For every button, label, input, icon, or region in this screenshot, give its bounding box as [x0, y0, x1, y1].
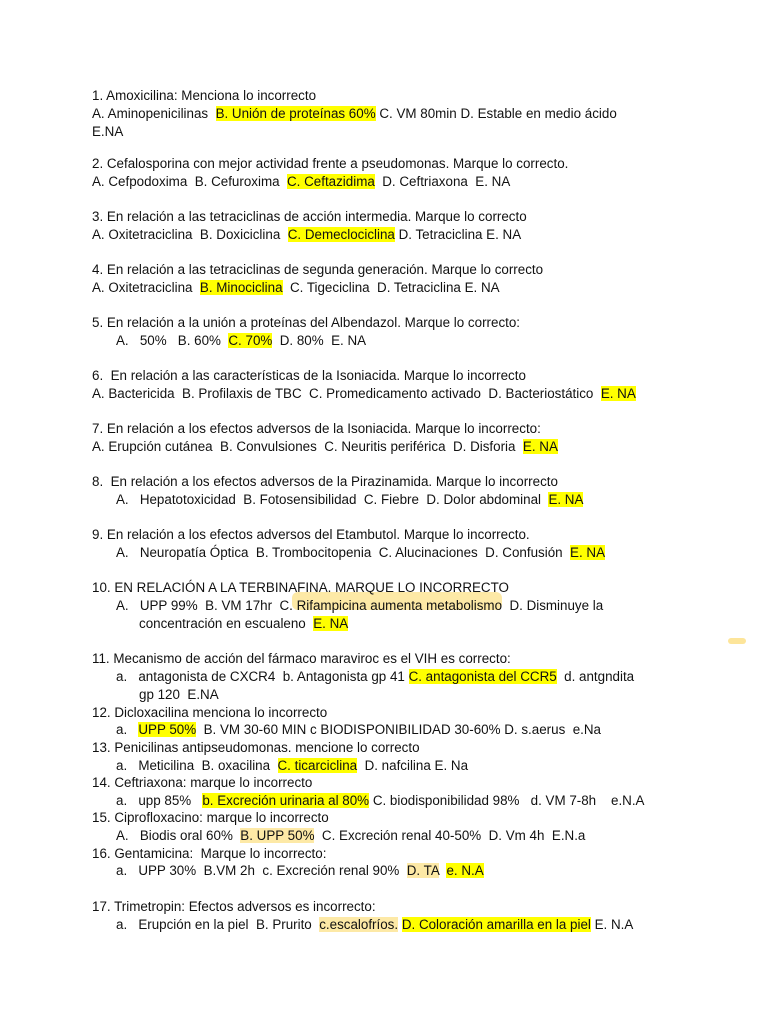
highlighted-answer: C. 70% [228, 333, 273, 348]
highlighted-answer: E. NA [313, 616, 349, 631]
option-text: a. upp 85% [116, 793, 203, 808]
question-16-title: 16. Gentamicina: Marque lo incorrecto: [92, 846, 327, 861]
question-11-options [116, 668, 634, 685]
highlighted-answer: C. Ceftazidima [287, 174, 375, 189]
question-1-title: 1. Amoxicilina: Menciona lo incorrecto [92, 88, 317, 103]
option-text: D. nafcilina E. Na [357, 758, 469, 773]
question-11-title: 11. Mecanismo de acción del fármaco maraviroc es el VIH es correcto: [92, 651, 511, 666]
option-text: A. Erupción cutánea B. Convulsiones C. Neuritis periférica D. Disforia [92, 439, 523, 454]
question-13-title: 13. Penicilinas antipseudomonas. mencione lo correcto [92, 740, 420, 755]
option-text: a. [116, 722, 139, 737]
question-3-title: 3. En relación a las tetraciclinas de acción intermedia. Marque lo correcto [92, 209, 527, 224]
question-16-options [116, 862, 484, 879]
highlighted-answer: C. antagonista del CCR5 [408, 669, 557, 684]
option-text: A. Aminopenicilinas [92, 106, 216, 121]
highlighted-answer: E. NA [522, 439, 558, 454]
question-6-options [92, 385, 636, 402]
question-4-options [92, 279, 500, 296]
highlighted-answer: C. Demeclociclina [287, 227, 395, 242]
option-text: A. Neuropatía Óptica B. Trombocitopenia C. Alucinaciones D. Confusión [116, 545, 571, 560]
question-8-title: 8. En relación a los efectos adversos de la Pirazinamida. Marque lo incorrecto [92, 474, 558, 489]
question-5-title: 5. En relación a la unión a proteínas del Albendazol. Marque lo correcto: [92, 315, 521, 330]
soft-highlighted-answer: D. TA [406, 863, 440, 878]
stray-highlight-mark [728, 638, 746, 644]
question-9-title: 9. En relación a los efectos adversos del Etambutol. Marque lo incorrecto. [92, 527, 530, 542]
option-text: concentración en escualeno [139, 616, 314, 631]
question-6-title: 6. En relación a las características de la Isoniacida. Marque lo incorrecto [92, 368, 526, 383]
question-7-title: 7. En relación a los efectos adversos de la Isoniacida. Marque lo incorrecto: [92, 421, 541, 436]
question-14-options [116, 792, 645, 809]
question-17-title: 17. Trimetropin: Efectos adversos es incorrecto: [92, 899, 376, 914]
option-text: D. 80% E. NA [272, 333, 367, 348]
option-text: D. Tetraciclina E. NA [394, 227, 522, 242]
question-2-options [92, 173, 510, 190]
highlighted-answer: D. Coloración amarilla en la piel [401, 917, 591, 932]
option-text: a. Meticilina B. oxacilina [116, 758, 278, 773]
question-15-options [116, 827, 585, 844]
option-text: B. VM 30-60 MIN c BIODISPONIBILIDAD 30-60% D. s.aerus e.Na [196, 722, 601, 737]
soft-highlighted-answer: B. UPP 50% [240, 828, 315, 843]
option-text: C. biodisponibilidad 98% d. VM 7-8h e.N.A [369, 793, 645, 808]
option-text: a. antagonista de CXCR4 b. Antagonista gp 41 [116, 669, 409, 684]
option-text: E. N.A [590, 917, 634, 932]
option-text: C. VM 80min D. Estable en medio ácido [375, 106, 617, 121]
option-text: C. Tigeciclina D. Tetraciclina E. NA [282, 280, 500, 295]
question-17-options [116, 916, 633, 933]
highlighted-answer: UPP 50% [138, 722, 197, 737]
option-text: A. Oxitetraciclina B. Doxiciclina [92, 227, 288, 242]
question-9-options [116, 544, 605, 561]
question-1-options [92, 105, 617, 122]
question-8-options [116, 491, 583, 508]
option-text: A. Biodis oral 60% [116, 828, 241, 843]
highlighted-answer: C. ticarciclina [277, 758, 358, 773]
question-10-title: 10. EN RELACIÓN A LA TERBINAFINA. MARQUE LO INCORRECTO [92, 580, 509, 595]
question-7-options [92, 438, 558, 455]
highlighted-answer: B. Minociclina [199, 280, 283, 295]
option-text: A. Bactericida B. Profilaxis de TBC C. Promedicamento activado D. Bacteriostático [92, 386, 601, 401]
question-14-title: 14. Ceftriaxona: marque lo incorrecto [92, 775, 313, 790]
question-12-options [116, 721, 601, 738]
option-text: C. Excreción renal 40-50% D. Vm 4h E.N.a [314, 828, 586, 843]
option-text: D. Ceftriaxona E. NA [374, 174, 511, 189]
question-12-title: 12. Dicloxacilina menciona lo incorrecto [92, 705, 328, 720]
question-3-options [92, 226, 521, 243]
option-text: a. Erupción en la piel B. Prurito [116, 917, 320, 932]
highlighted-answer: b. Excreción urinaria al 80% [202, 793, 370, 808]
question-4-title: 4. En relación a las tetraciclinas de segunda generación. Marque lo correcto [92, 262, 544, 277]
option-text: a. UPP 30% B.VM 2h c. Excreción renal 90% [116, 863, 407, 878]
question-5-options [116, 332, 366, 349]
highlighted-answer: B. Unión de proteínas 60% [215, 106, 376, 121]
highlighted-answer: E. NA [600, 386, 636, 401]
highlighted-answer: E. NA [548, 492, 584, 507]
question-2-title: 2. Cefalosporina con mejor actividad frente a pseudomonas. Marque lo correcto. [92, 156, 569, 171]
question-13-options [116, 757, 468, 774]
option-text: A. Cefpodoxima B. Cefuroxima [92, 174, 287, 189]
option-text: A. Oxitetraciclina [92, 280, 200, 295]
question-15-title: 15. Ciprofloxacino: marque lo incorrecto [92, 810, 329, 825]
option-text: A. 50% B. 60% [116, 333, 229, 348]
highlighted-answer: e. N.A [446, 863, 484, 878]
question-1-option-e: E.NA [92, 124, 124, 139]
soft-highlighted-answer: c.escalofríos. [319, 917, 399, 932]
option-text: d. antgndita [556, 669, 635, 684]
question-10-options: A. UPP 99% B. VM 17hr C. Rifampicina aumenta metabolismo D. Disminuye la [116, 598, 604, 613]
option-text: A. Hepatotoxicidad B. Fotosensibilidad C. Fiebre D. Dolor abdominal [116, 492, 549, 507]
question-11-options-line2: gp 120 E.NA [139, 687, 219, 702]
question-10-options-line2 [139, 615, 348, 632]
highlighted-answer: E. NA [570, 545, 606, 560]
